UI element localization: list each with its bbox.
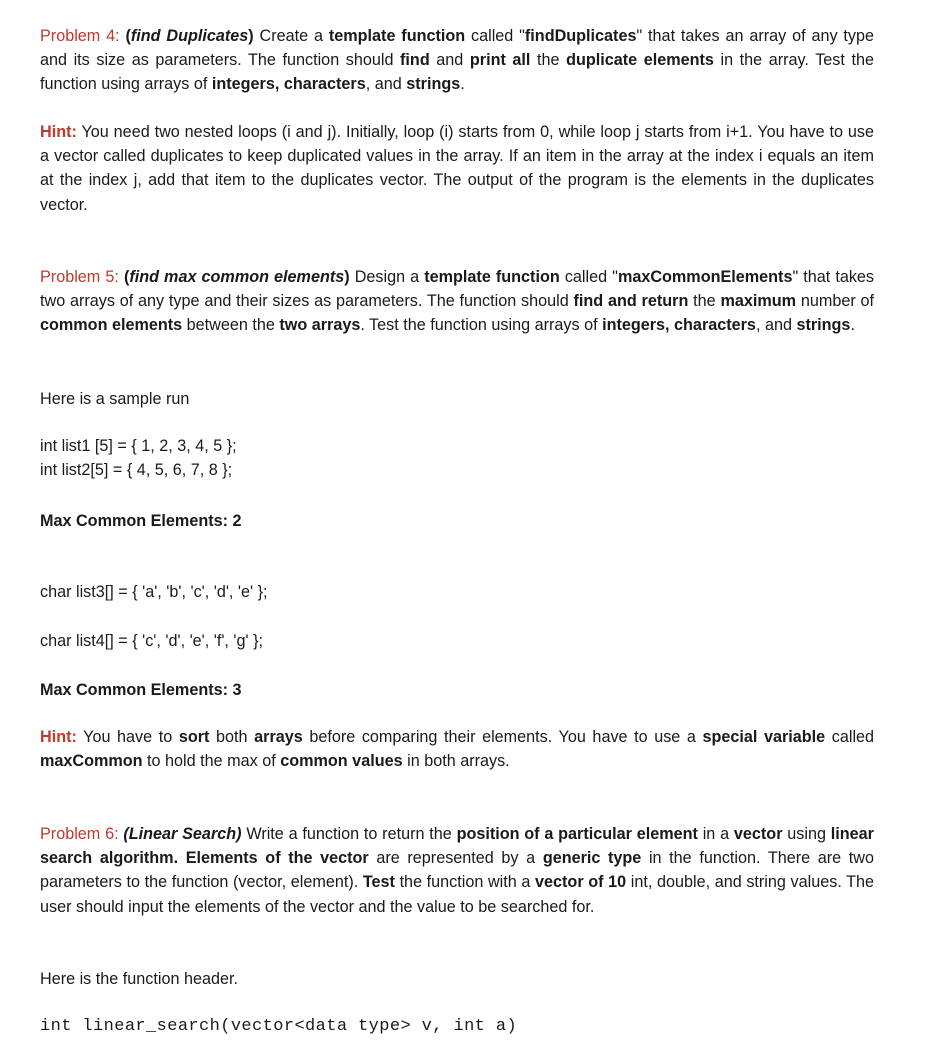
problem4-hint-label: Hint: — [40, 123, 77, 141]
problem5-title: find max common elements — [129, 268, 345, 286]
sample-result-1: Max Common Elements: 2 — [40, 512, 242, 530]
problem4-statement: Problem 4: (find Duplicates) Create a template function called "findDuplicates" that takes an array of any type and its size as parameters. The function should find and print all the duplicate elements in the array. Test the function using arrays of integers, characters, and strings. — [40, 27, 874, 94]
problem5-label: Problem 5 — [40, 268, 115, 286]
code-line: char list4[] = { 'c', 'd', 'e', 'f', 'g' }; — [40, 632, 264, 650]
function-signature: int linear_search(vector<data type> v, int a) — [40, 1017, 518, 1036]
problem5-hint-label: Hint: — [40, 728, 77, 746]
function-header-intro: Here is the function header. — [40, 970, 238, 988]
code-line: char list3[] = { 'a', 'b', 'c', 'd', 'e' }; — [40, 583, 268, 601]
problem4-label: Problem 4 — [40, 27, 116, 45]
sample-code-block-1 — [40, 434, 874, 482]
problem5-statement: Problem 5: (find max common elements) Design a template function called "maxCommonElements" that takes two arrays of any type and their sizes as parameters. The function should find and return the maximum number of common elements between the two arrays. Test the function using arrays of integers, characters, and strings. — [40, 268, 875, 335]
problem6-label: Problem 6: — [40, 825, 119, 843]
code-line: int list2[5] = { 4, 5, 6, 7, 8 }; — [40, 461, 233, 479]
problem4-hint: Hint: You need two nested loops (i and j). Initially, loop (i) starts from 0, while loop j starts from i+1. You have to use a vector called duplicates to keep duplicated values in the array. If an item in the array at the index i equals an item at the index j, add that item to the duplicates vector. The output of the program is the elements in the duplicates vector. — [40, 123, 874, 214]
problem6-statement: Problem 6: (Linear Search) Write a function to return the position of a particular element in a vector using linear search algorithm. Elements of the vector are represented by a generic type in the function. There are two parameters to the function (vector, element). Test the function with a vector of 10 int, double, and string values. The user should input the elements of the vector and the value to be searched for. — [40, 825, 875, 916]
problem5-hint: Hint: You have to sort both arrays before comparing their elements. You have to use a special variable called maxCommon to hold the max of common values in both arrays. — [40, 728, 875, 771]
problem4-title: find Duplicates — [130, 27, 249, 45]
sample-result-2: Max Common Elements: 3 — [40, 681, 242, 699]
sample-run-intro: Here is a sample run — [40, 390, 190, 408]
code-line: int list1 [5] = { 1, 2, 3, 4, 5 }; — [40, 437, 237, 455]
problem6-title: (Linear Search) — [123, 825, 242, 843]
